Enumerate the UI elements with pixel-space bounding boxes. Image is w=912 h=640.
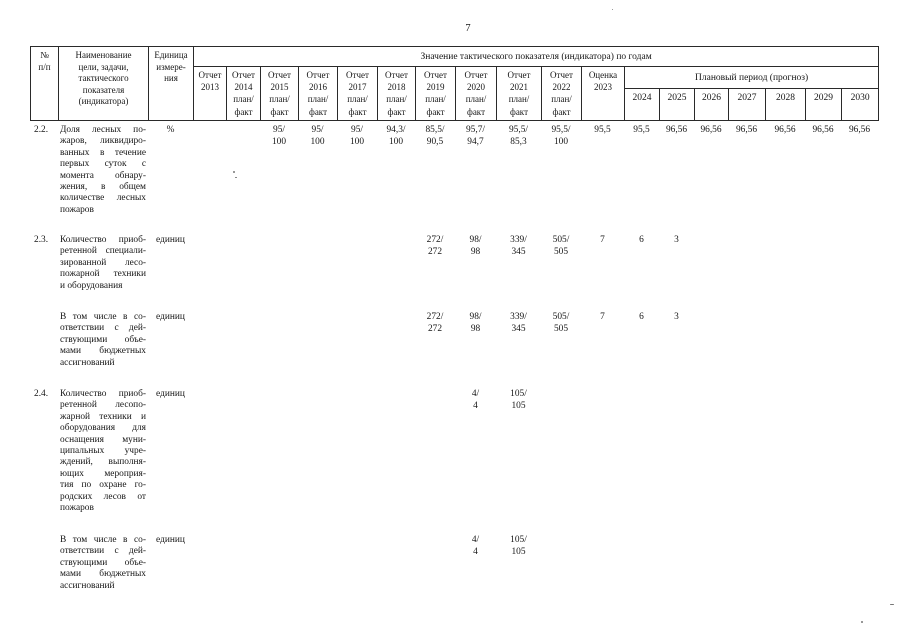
header-indicator-name: Наименование цели, задачи, тактического показателя (индикатора)	[59, 47, 149, 121]
indicator-name-line: пожаров	[60, 204, 94, 215]
value-2022: 95,5/ 100	[551, 125, 571, 147]
value-2021: 105/ 105	[510, 389, 527, 411]
indicator-name-line: Количество приоб-	[60, 235, 146, 245]
header-plan-year-2029: 2029	[806, 89, 842, 121]
indicator-name-line: первых суток с	[60, 159, 146, 170]
value-2029: 96,56	[812, 125, 834, 135]
header-plan-year-2026: 2026	[695, 89, 729, 121]
scan-speck	[861, 621, 863, 623]
value-2021: 339/ 345	[510, 235, 527, 257]
indicator-name-line: жаров, ликвидиро-	[60, 136, 146, 147]
value-2025: 3	[674, 312, 679, 322]
header-plan-year-2024: 2024	[625, 89, 660, 121]
value-2017: 95/ 100	[349, 125, 365, 147]
header-year-2020: Отчет 2020 план/ факт	[456, 67, 497, 121]
indicator-name	[60, 535, 146, 592]
value-2025: 3	[674, 235, 679, 245]
header-values-by-year: Значение тактического показателя (индикатора) по годам	[194, 47, 879, 67]
unit-of-measure: единиц	[156, 535, 185, 545]
value-2022: 505/ 505	[552, 312, 570, 334]
indicator-name-line: ответствии с дей-	[60, 546, 146, 557]
indicator-name-line: Доля лесных по-	[60, 125, 146, 135]
indicator-name-line: оборудования для	[60, 423, 146, 434]
value-2020: 4/ 4	[471, 389, 480, 411]
indicator-name	[60, 235, 146, 292]
value-2021: 105/ 105	[510, 535, 527, 557]
value-2016: 95/ 100	[310, 125, 325, 147]
indicator-name-line: ванных в течение	[60, 147, 146, 158]
indicator-name-line: пожарной техники	[60, 269, 146, 280]
header-year-2016: Отчет 2016 план/ факт	[299, 67, 338, 121]
header-year-2019: Отчет 2019 план/ факт	[416, 67, 456, 121]
indicator-name-line: В том числе в со-	[60, 312, 146, 322]
value-2019: 272/ 272	[426, 312, 444, 334]
indicator-name	[60, 312, 146, 369]
row-number: 2.2.	[34, 125, 49, 135]
header-year-2017: Отчет 2017 план/ факт	[338, 67, 378, 121]
value-2020: 98/ 98	[469, 235, 482, 257]
value-2018: 94,3/ 100	[386, 125, 406, 147]
header-year-2021: Отчет 2021 план/ факт	[497, 67, 542, 121]
indicator-name-line: ждений, выполня-	[60, 457, 146, 468]
value-2025: 96,56	[665, 125, 688, 135]
indicator-name	[60, 125, 146, 216]
indicator-name-line: ретенной специали-	[60, 246, 146, 257]
header-year-2014: Отчет 2014 план/ факт	[227, 67, 261, 121]
value-2021: 339/ 345	[510, 312, 527, 334]
value-2024: 6	[639, 235, 644, 245]
scan-speck	[612, 9, 613, 10]
indicator-name-line: оснащения муни-	[60, 434, 146, 445]
header-plan-year-2027: 2027	[729, 89, 766, 121]
indicator-name-line: ответствии с дей-	[60, 323, 146, 334]
indicator-name-line: ющих мероприя-	[60, 468, 146, 479]
value-2024: 6	[639, 312, 644, 322]
header-year-2023: Оценка 2023	[582, 67, 625, 121]
indicator-name-line: ассигнований	[60, 357, 115, 368]
header-number: № п/п	[31, 47, 59, 121]
indicator-name-line: мами бюджетных	[60, 569, 146, 580]
row-number: 2.3.	[34, 235, 49, 245]
indicator-name-line: мами бюджетных	[60, 346, 146, 357]
unit-of-measure: единиц	[156, 389, 185, 399]
value-2020: 4/ 4	[471, 535, 480, 557]
value-2030: 96,56	[848, 125, 871, 135]
header-year-2013: Отчет 2013	[194, 67, 227, 121]
indicator-name-line: ассигнований	[60, 580, 115, 591]
header-plan-year-2028: 2028	[766, 89, 806, 121]
value-2026: 96,56	[700, 125, 722, 135]
unit-of-measure: %	[166, 125, 175, 135]
header-plan-year-2030: 2030	[842, 89, 879, 121]
indicator-name-line: Количество приоб-	[60, 389, 146, 399]
indicator-name-line: тия по охране го-	[60, 480, 146, 491]
indicator-name-line: ствующими объе-	[60, 557, 146, 568]
value-2021: 95,5/ 85,3	[508, 125, 528, 147]
indicator-name-line: ципальных учре-	[60, 446, 146, 457]
indicator-name-line: ствующими объе-	[60, 334, 146, 345]
indicator-name-line: В том числе в со-	[60, 535, 146, 545]
header-year-2015: Отчет 2015 план/ факт	[261, 67, 299, 121]
header-year-2018: Отчет 2018 план/ факт	[378, 67, 416, 121]
value-2023: 7	[600, 312, 605, 322]
indicator-name-line: момента обнару-	[60, 170, 146, 181]
indicator-table-header	[30, 46, 879, 121]
page-number: 7	[465, 23, 471, 34]
value-2020: 98/ 98	[469, 312, 482, 334]
value-2020: 95,7/ 94,7	[465, 125, 485, 147]
value-2028: 96,56	[774, 125, 796, 135]
value-2019: 272/ 272	[426, 235, 444, 257]
indicator-name-line: зированной лесо-	[60, 257, 146, 268]
header-year-2022: Отчет 2022 план/ факт	[542, 67, 582, 121]
header-plan-year-2025: 2025	[660, 89, 695, 121]
value-2024: 95,5	[633, 125, 650, 135]
indicator-name-line: родских лесов от	[60, 491, 146, 502]
indicator-name-line: и оборудования	[60, 280, 123, 291]
header-plan-period: Плановый период (прогноз)	[625, 67, 879, 89]
value-2019: 85,5/ 90,5	[425, 125, 445, 147]
scan-speck	[890, 604, 894, 605]
value-2027: 96,56	[735, 125, 758, 135]
scan-speck	[235, 177, 237, 178]
header-unit: Единица измере- ния	[149, 47, 194, 121]
value-2015: 95/ 100	[271, 125, 287, 147]
value-2023: 7	[600, 235, 605, 245]
unit-of-measure: единиц	[156, 312, 185, 322]
row-number: 2.4.	[34, 389, 49, 399]
indicator-name-line: количестве лесных	[60, 193, 146, 204]
value-2023: 95,5	[594, 125, 611, 135]
indicator-name-line: ретенной лесопо-	[60, 400, 146, 411]
indicator-name-line: жения, в общем	[60, 182, 146, 193]
unit-of-measure: единиц	[156, 235, 185, 245]
value-2022: 505/ 505	[552, 235, 570, 257]
scan-speck	[233, 171, 235, 173]
indicator-name	[60, 389, 146, 514]
indicator-name-line: жарной техники и	[60, 411, 146, 422]
indicator-name-line: пожаров	[60, 503, 94, 514]
